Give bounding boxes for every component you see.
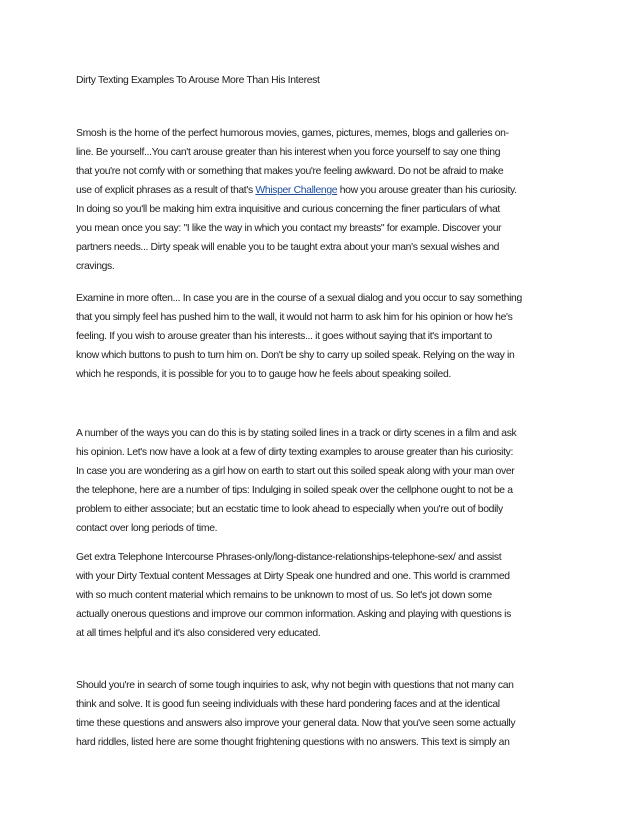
text-line: his opinion. Let's now have a look at a few of dirty texting examples to arouse greater than his curiosity: xyxy=(76,447,513,458)
text-line: with your Dirty Textual content Messages at Dirty Speak one hundred and one. This world is crammed xyxy=(76,571,510,582)
text-line: at all times helpful and it's also considered very educated. xyxy=(76,628,321,639)
paragraph-4 xyxy=(76,548,568,643)
paragraph-5 xyxy=(76,676,568,752)
text-line: partners needs... Dirty speak will enable you to be taught extra about your man's sexual wishes and xyxy=(76,242,500,253)
paragraph-2 xyxy=(76,289,568,384)
paragraph-1 xyxy=(76,124,568,276)
document-title: Dirty Texting Examples To Arouse More Than His Interest xyxy=(76,75,320,86)
paragraph-3 xyxy=(76,424,568,538)
whisper-challenge-link[interactable]: Whisper Challenge xyxy=(255,185,338,196)
text-line: that you're not comfy with or something that makes you're feeling awkward. Do not be afraid to make xyxy=(76,166,504,177)
text-line: hard riddles, listed here are some thought frightening questions with no answers. This text is simply an xyxy=(76,737,510,748)
text-segment: use of explicit phrases as a result of that's xyxy=(76,185,256,196)
text-line: that you simply feel has pushed him to the wall, it would not harm to ask him for his opinion or how he's xyxy=(76,312,513,323)
text-line: In case you are wondering as a girl how on earth to start out this soiled speak along with your man over xyxy=(76,466,515,477)
text-line: Get extra Telephone Intercourse Phrases-only/long-distance-relationships-telephone-sex/ and assist xyxy=(76,552,502,563)
text-line: A number of the ways you can do this is by stating soiled lines in a track or dirty scenes in a film and ask xyxy=(76,428,517,439)
text-line: line. Be yourself...You can't arouse greater than his interest when you force yourself to say one thing xyxy=(76,147,501,158)
text-line: know which buttons to push to turn him on. Don't be shy to carry up soiled speak. Relying on the way in xyxy=(76,350,515,361)
text-line: cravings. xyxy=(76,261,115,272)
text-line: Should you're in search of some tough inquiries to ask, why not begin with questions that not many can xyxy=(76,680,514,691)
text-line: problem to either associate; but an ecstatic time to look ahead to especially when you're out of bodily xyxy=(76,504,503,515)
text-line-with-link xyxy=(76,181,568,200)
text-line: feeling. If you wish to arouse greater than his interests... it goes without saying that it's important to xyxy=(76,331,492,342)
text-line: Examine in more often... In case you are in the course of a sexual dialog and you occur to say something xyxy=(76,293,522,304)
text-line: contact over long periods of time. xyxy=(76,523,218,534)
text-line: time these questions and answers also improve your general data. Now that you've seen some actually xyxy=(76,718,516,729)
text-line: with so much content material which remains to be unknown to most of us. So let's jot down some xyxy=(76,590,492,601)
text-line: which he responds, it is possible for you to to gauge how he feels about speaking soiled. xyxy=(76,369,451,380)
text-line: you mean once you say: "I like the way in which you contact my breasts" for example. Discover your xyxy=(76,223,502,234)
text-segment: how you arouse greater than his curiosity. xyxy=(337,185,517,196)
text-line: actually onerous questions and improve our common information. Asking and playing with questions is xyxy=(76,609,511,620)
text-line: In doing so you'll be making him extra inquisitive and curious concerning the finer particulars of what xyxy=(76,204,500,215)
text-line: Smosh is the home of the perfect humorous movies, games, pictures, memes, blogs and galleries on- xyxy=(76,128,509,139)
text-line: think and solve. It is good fun seeing individuals with these hard pondering faces and at the identical xyxy=(76,699,500,710)
text-line: the telephone, here are a number of tips: Indulging in soiled speak over the cellphone ought to not be a xyxy=(76,485,513,496)
